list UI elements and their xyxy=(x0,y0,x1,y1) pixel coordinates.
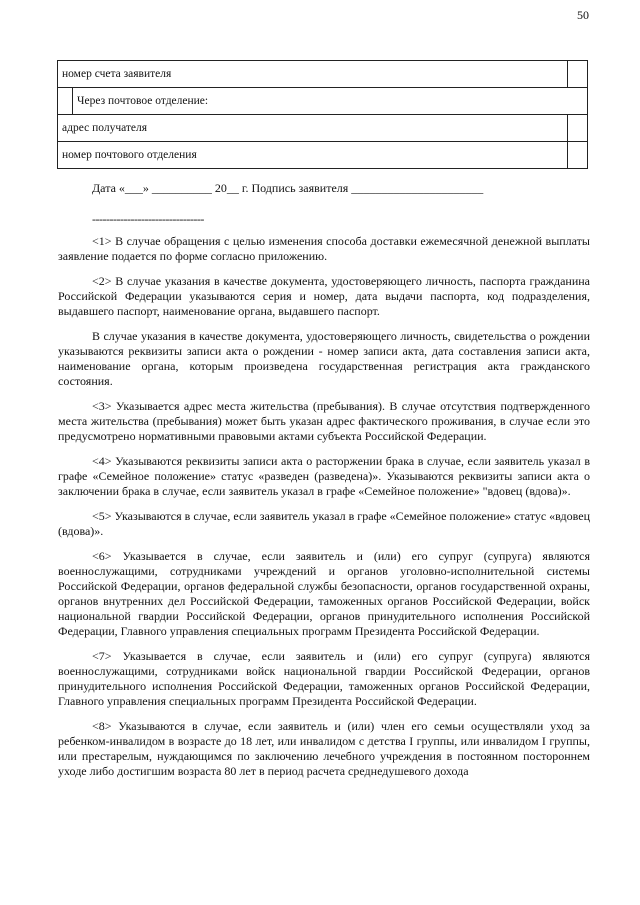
account-number-field[interactable] xyxy=(567,61,587,88)
table-row xyxy=(58,115,588,142)
footnote-separator: -------------------------------- xyxy=(92,212,204,226)
footnote-4: <4> Указываются реквизиты записи акта о расторжении брака в случае, если заявитель указал в графе «Семейное положение» статус «разведен (разведена)». Указываются реквизиты записи акта о заключении брака в случае, если заявитель указал в графе «Семейное положение» "вдовец (вдова)». xyxy=(58,454,590,498)
footnote-1: <1> В случае обращения с целью изменения способа доставки ежемесячной денежной выплаты заявление подается по форме согласно приложению. xyxy=(58,234,590,263)
recipient-address-field[interactable] xyxy=(567,115,587,142)
footnote-5: <5> Указываются в случае, если заявитель указал в графе «Семейное положение» статус «вдовец (вдова)». xyxy=(58,509,590,538)
table-row xyxy=(58,142,588,169)
payment-details-table xyxy=(57,60,588,169)
footnote-7: <7> Указывается в случае, если заявитель и (или) его супруг (супруга) являются военнослужащими, сотрудниками войск национальной гвардии Российской Федерации, органов принудительного исполнения Российской Федерации, таможенных органов Российской Федерации, Главного управления специальных программ Президента Российской Федерации. xyxy=(58,649,590,708)
footnote-3: <3> Указывается адрес места жительства (пребывания). В случае отсутствия подтвержденного места жительства (пребывания) может быть указан адрес фактического проживания, в случае если это предусмотрено нормативными правовыми актами субъекта Российской Федерации. xyxy=(58,399,590,443)
post-office-option-label: Через почтовое отделение: xyxy=(73,88,588,115)
footnote-8: <8> Указываются в случае, если заявитель и (или) член его семьи осуществляли уход за ребенком-инвалидом в возрасте до 18 лет, или инвалидом с детства I группы, или инвалидом I группы, или престарелым, нуждающимся по заключению лечебного учреждения в постоянном постороннем уходе либо достигшим возраста 80 лет в период расчета среднедушевого дохода xyxy=(58,719,590,778)
footnote-2-continued: В случае указания в качестве документа, удостоверяющего личность, свидетельства о рождении указываются реквизиты записи акта о рождении - номер записи акта, дата составления записи акта, наименование органа, которым произведена государственная регистрация акта гражданского состояния. xyxy=(58,329,590,388)
account-number-label: номер счета заявителя xyxy=(58,61,568,88)
page-number: 50 xyxy=(577,8,589,22)
post-office-number-label: номер почтового отделения xyxy=(58,142,568,169)
post-office-number-field[interactable] xyxy=(567,142,587,169)
footnotes xyxy=(58,234,590,789)
table-row xyxy=(58,88,588,115)
date-signature-line: Дата «___» __________ 20__ г. Подпись заявителя ______________________ xyxy=(92,181,484,195)
recipient-address-label: адрес получателя xyxy=(58,115,568,142)
footnote-6: <6> Указывается в случае, если заявитель и (или) его супруг (супруга) являются военнослужащими, сотрудниками учреждений и органов уголовно-исполнительной системы Российской Федерации, органов федеральной службы безопасности, органов государственной охраны, органов внутренних дел Российской Федерации, таможенных органов Российской Федерации, войск национальной гвардии Российской Федерации, органов принудительного исполнения Российской Федерации, Главного управления специальных программ Президента Российской Федерации. xyxy=(58,549,590,638)
footnote-2: <2> В случае указания в качестве документа, удостоверяющего личность, паспорта гражданина Российской Федерации указываются серия и номер, дата выдачи паспорта, код подразделения, выдавшего паспорт, наименование органа, выдавшего паспорт. xyxy=(58,274,590,318)
table-row xyxy=(58,61,588,88)
indent-cell xyxy=(58,88,73,115)
